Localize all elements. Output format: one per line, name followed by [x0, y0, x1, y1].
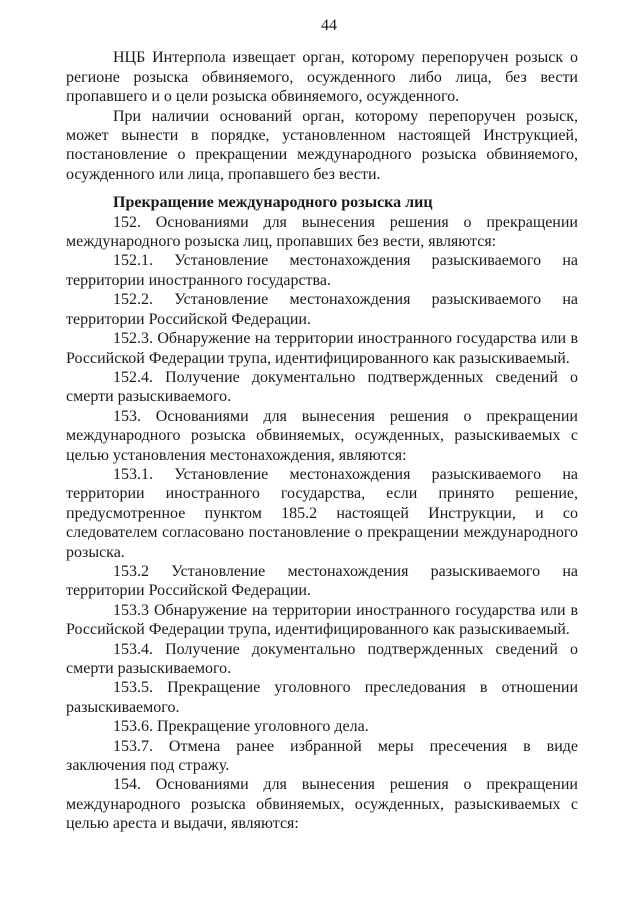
- paragraph: 153.1. Установление местонахождения разыскиваемого на территории иностранного государства, если принято решение, предусмотренное пунктом 185.2 настоящей Инструкции, и со следователем согласовано постановление о прекращении международного розыска.: [66, 465, 578, 561]
- paragraph: 153.4. Получение документально подтвержденных сведений о смерти разыскиваемого.: [66, 640, 578, 677]
- document-body: [66, 48, 578, 833]
- paragraph: 152.4. Получение документально подтвержденных сведений о смерти разыскиваемого.: [66, 368, 578, 406]
- paragraph: 153.7. Отмена ранее избранной меры пресечения в виде заключения под стражу.: [66, 737, 578, 775]
- paragraph: 153.6. Прекращение уголовного дела.: [113, 718, 369, 736]
- paragraph: 153.3 Обнаружение на территории иностранного государства или в Российской Федерации трупа, идентифицированного как разыскиваемый.: [66, 601, 578, 639]
- paragraph: 154. Основаниями для вынесения решения о прекращении международного розыска обвиняемых, осужденных, разыскиваемых с целью ареста и выдачи, являются:: [66, 776, 578, 833]
- paragraph: 153. Основаниями для вынесения решения о прекращении международного розыска обвиняемых, осужденных, разыскиваемых с целью установления местонахождения, являются:: [66, 407, 578, 464]
- paragraph: При наличии оснований орган, которому перепоручен розыск, может вынести в порядке, установленном настоящей Инструкцией, постановление о прекращении международного розыска обвиняемого, осужденного или лица, пропавшего без вести.: [66, 107, 578, 183]
- paragraph: 152.3. Обнаружение на территории иностранного государства или в Российской Федерации трупа, идентифицированного как разыскиваемый.: [66, 330, 578, 367]
- paragraph: 153.5. Прекращение уголовного преследования в отношении разыскиваемого.: [66, 679, 578, 716]
- paragraph: 152.2. Установление местонахождения разыскиваемого на территории Российской Федерации.: [66, 291, 578, 328]
- page-number: 44: [321, 17, 337, 34]
- paragraph: 153.2 Установление местонахождения разыскиваемого на территории Российской Федерации.: [66, 562, 578, 600]
- paragraph: 152.1. Установление местонахождения разыскиваемого на территории иностранного государства.: [66, 252, 578, 289]
- paragraph: 152. Основаниями для вынесения решения о прекращении международного розыска лиц, пропавших без вести, являются:: [66, 213, 578, 251]
- section-heading: Прекращение международного розыска лиц: [113, 194, 433, 212]
- paragraph: НЦБ Интерпола извещает орган, которому перепоручен розыск о регионе розыска обвиняемого, осужденного либо лица, без вести пропавшего и о цели розыска обвиняемого, осужденного.: [66, 49, 578, 106]
